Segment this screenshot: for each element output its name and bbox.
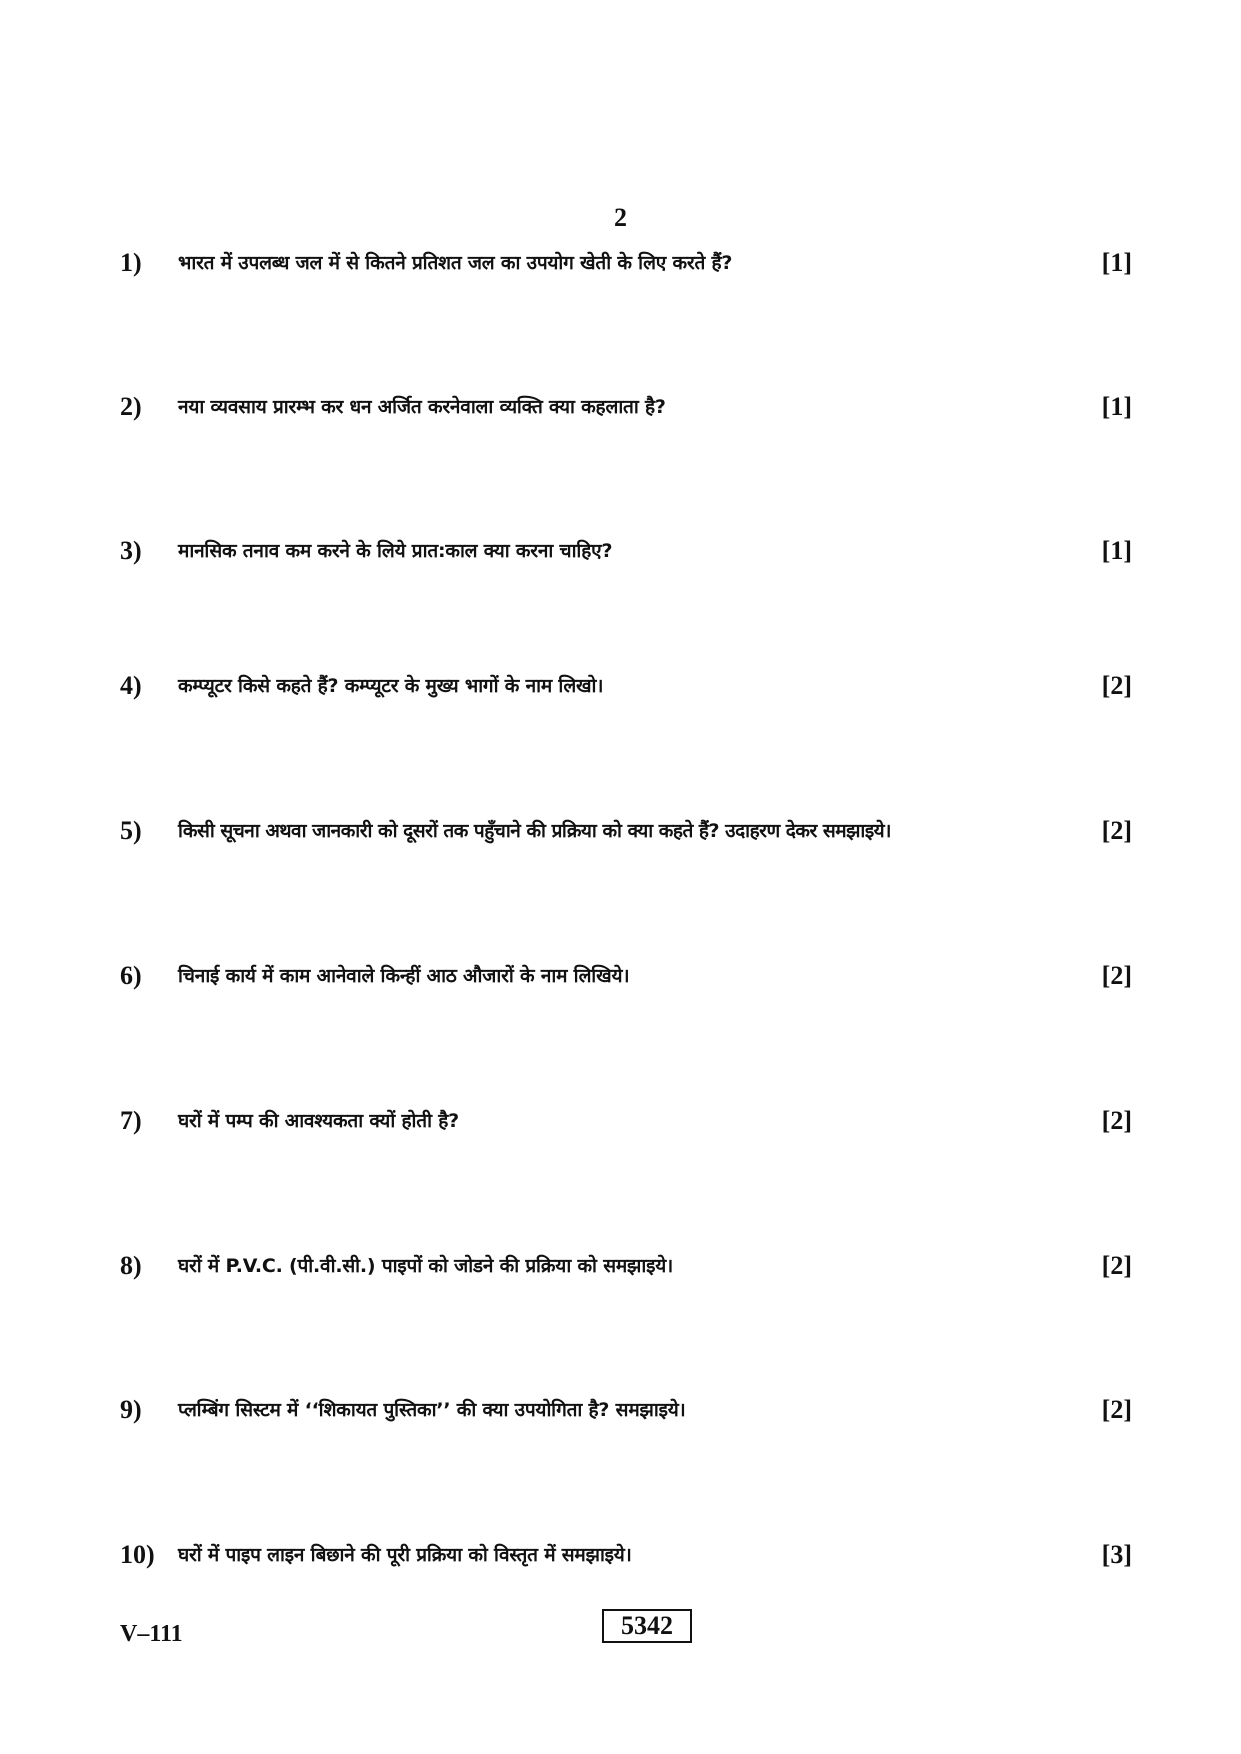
question-number: 5) <box>120 816 142 845</box>
question-number: 3) <box>120 536 142 565</box>
question-number: 7) <box>120 1106 142 1135</box>
question-text: चिनाई कार्य में काम आनेवाले किन्हीं आठ औजारों के नाम लिखिये। <box>178 965 630 987</box>
question-4 <box>120 668 1132 704</box>
question-2 <box>120 389 1132 425</box>
question-9 <box>120 1392 1132 1428</box>
question-number: 8) <box>120 1251 142 1280</box>
question-6 <box>120 958 1132 994</box>
page-number: 2 <box>614 203 627 232</box>
question-text: प्लम्बिंग सिस्टम में ‘‘शिकायत पुस्तिका’’ की क्या उपयोगिता है? समझाइये। <box>178 1399 686 1421</box>
question-number: 6) <box>120 961 142 990</box>
question-number: 2) <box>120 392 142 421</box>
question-marks: [2] <box>1101 1106 1132 1135</box>
question-text: नया व्यवसाय प्रारम्भ कर धन अर्जित करनेवाला व्यक्ति क्या कहलाता है? <box>178 396 666 418</box>
question-marks: [3] <box>1101 1540 1132 1569</box>
question-marks: [1] <box>1101 536 1132 565</box>
question-text: कम्प्यूटर किसे कहते हैं? कम्प्यूटर के मुख्य भागों के नाम लिखो। <box>178 675 604 697</box>
question-marks: [2] <box>1101 816 1132 845</box>
question-text: घरों में P.V.C. (पी.वी.सी.) पाइपों को जोडने की प्रक्रिया को समझाइये। <box>178 1255 674 1277</box>
question-marks: [2] <box>1101 1395 1132 1424</box>
question-text: घरों में पाइप लाइन बिछाने की पूरी प्रक्रिया को विस्तृत में समझाइये। <box>178 1544 632 1566</box>
question-marks: [2] <box>1101 961 1132 990</box>
question-8 <box>120 1248 1132 1284</box>
question-text: मानसिक तनाव कम करने के लिये प्रात:काल क्या करना चाहिए? <box>178 540 613 562</box>
question-number: 4) <box>120 671 142 700</box>
paper-code: V–111 <box>120 1621 183 1647</box>
question-1 <box>120 245 1132 281</box>
question-marks: [1] <box>1101 248 1132 277</box>
question-text: घरों में पम्प की आवश्यकता क्यों होती है? <box>178 1110 459 1132</box>
question-number: 10) <box>120 1540 155 1569</box>
question-number: 1) <box>120 248 142 277</box>
question-marks: [2] <box>1101 671 1132 700</box>
serial-number-box: 5342 <box>602 1609 692 1643</box>
question-5 <box>120 813 1132 849</box>
question-10 <box>120 1537 1132 1573</box>
question-marks: [2] <box>1101 1251 1132 1280</box>
question-text: किसी सूचना अथवा जानकारी को दूसरों तक पहुँचाने की प्रक्रिया को क्या कहते हैं? उदाहरण देकर समझाइये। <box>178 820 891 842</box>
question-text: भारत में उपलब्ध जल में से कितने प्रतिशत जल का उपयोग खेती के लिए करते हैं? <box>178 252 733 274</box>
question-3 <box>120 533 1132 569</box>
question-7 <box>120 1103 1132 1139</box>
question-marks: [1] <box>1101 392 1132 421</box>
question-number: 9) <box>120 1395 142 1424</box>
